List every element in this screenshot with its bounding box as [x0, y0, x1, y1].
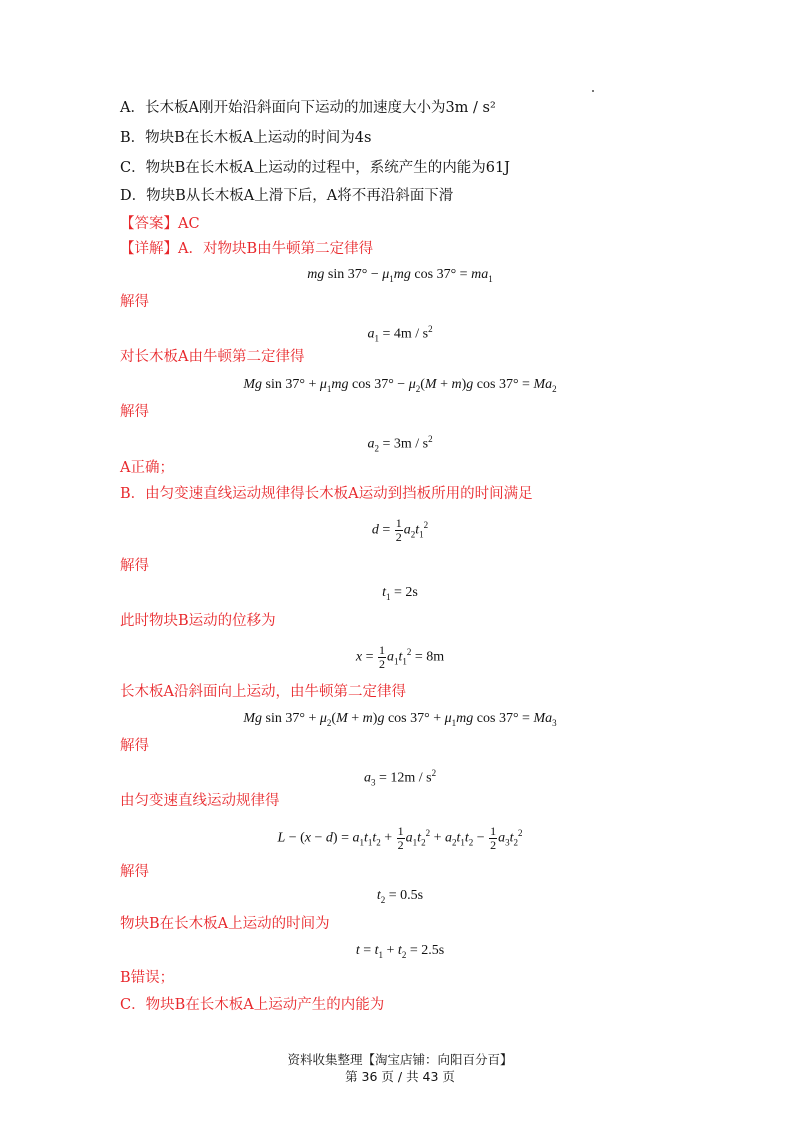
detail-line: 【详解】A．对物块B由牛顿第二定律得: [120, 241, 374, 257]
text-a-correct: A正确；: [120, 460, 174, 476]
equation-11: $t_2 = 0.5s$: [376, 888, 424, 905]
equation-7: x = $\frac{1}{2}$ $a_1t_1^2 = 8m$: [355, 642, 445, 671]
text-b-disp: 此时物块B运动的位移为: [120, 613, 276, 629]
answer-line: 【答案】AC: [120, 216, 200, 232]
equation-2: $a_1 = 4m / s^2$: [367, 324, 433, 344]
equation-12: $t = t_1 + t_2 = 2.5s$: [355, 943, 445, 960]
equation-6: $t_1 = 2s$: [382, 585, 418, 602]
text-a-up: 长木板A沿斜面向上运动，由牛顿第二定律得: [120, 684, 406, 700]
equation-5: d = $\frac{1}{2}$ $a_2t_1^2$: [371, 515, 429, 544]
text-jiede-1: 解得: [120, 294, 149, 310]
text-law: 由匀变速直线运动规律得: [120, 793, 280, 809]
option-a: A．长木板A刚开始沿斜面向下运动的加速度大小为3m / s²: [120, 100, 496, 116]
footer-page-number: 第 36 页 / 共 43 页: [345, 1069, 455, 1084]
text-dui-a: 对长木板A由牛顿第二定律得: [120, 349, 305, 365]
equation-10: $L - (x - d) = a_1t_1t_2$ + $\frac{1}{2}$ $a_1t_2^2 + a_2t_1t_2$ − $\frac{1}{2}$ $a_3t_2^2$: [277, 823, 523, 852]
option-c: C．物块B在长木板A上运动的过程中，系统产生的内能为61J: [120, 160, 510, 176]
option-b: B．物块B在长木板A上运动的时间为4s: [120, 130, 372, 146]
scan-dot: [592, 90, 594, 92]
equation-3: Mg $\sin 37^\circ + \mu_1mg$ $\cos 37^\circ - \mu_2(M + m)g$ $\cos 37^\circ = Ma_2$: [243, 377, 557, 394]
text-b-intro: B．由匀变速直线运动规律得长木板A运动到挡板所用的时间满足: [120, 486, 533, 502]
text-c-intro: C．物块B在长木板A上运动产生的内能为: [120, 997, 385, 1013]
equation-9: $a_3 = 12m / s^2$: [363, 768, 437, 788]
option-d: D．物块B从长木板A上滑下后，A将不再沿斜面下滑: [120, 188, 454, 204]
text-jiede-5: 解得: [120, 864, 149, 880]
text-b-wrong: B错误；: [120, 970, 175, 986]
text-jiede-4: 解得: [120, 738, 149, 754]
text-jiede-3: 解得: [120, 558, 149, 574]
text-jiede-2: 解得: [120, 404, 149, 420]
equation-8: Mg $\sin 37^\circ + \mu_2(M + m)g$ $\cos 37^\circ + \mu_1mg$ $\cos 37^\circ = Ma_3$: [243, 711, 557, 728]
equation-4: $a_2 = 3m / s^2$: [367, 434, 433, 454]
text-b-time: 物块B在长木板A上运动的时间为: [120, 916, 330, 932]
equation-1: mg $\sin 37^\circ - \mu_1mg$ $\cos 37^\circ = ma_1$: [307, 267, 493, 284]
footer-source: 资料收集整理【淘宝店铺：向阳百分百】: [287, 1052, 513, 1067]
